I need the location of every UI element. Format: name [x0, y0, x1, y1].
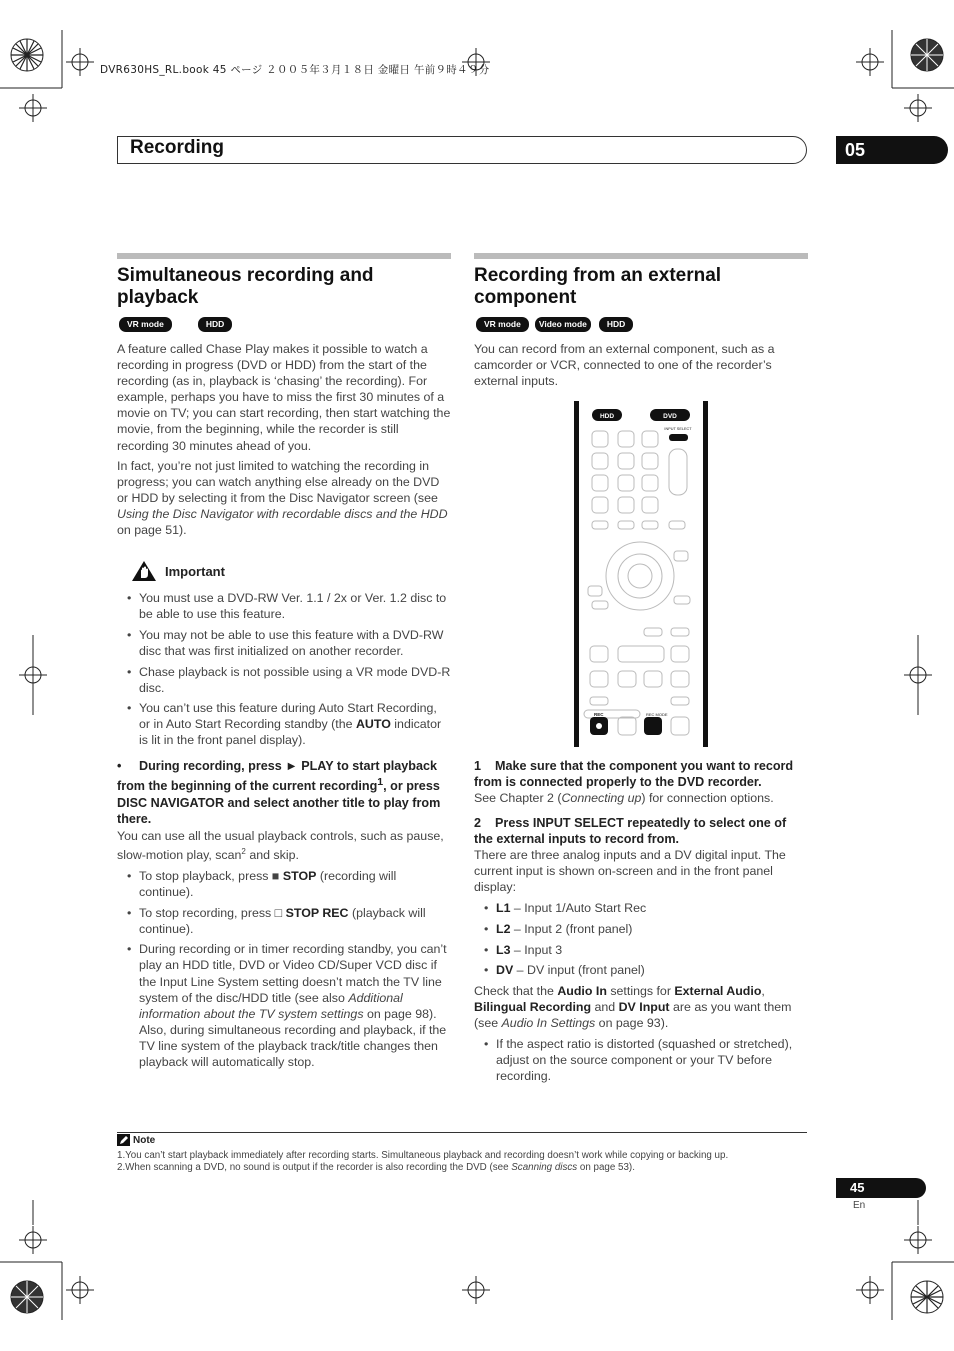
- note-rule: [117, 1132, 807, 1133]
- list-item: • L3 – Input 3: [474, 942, 808, 958]
- list-item: • If the aspect ratio is distorted (squashed or stretched), adjust on the source component or your TV before recording.: [474, 1036, 808, 1084]
- crosshair-icon: [904, 94, 932, 122]
- badge-vr-mode: VR mode: [476, 317, 529, 332]
- right-column: [474, 253, 808, 389]
- paragraph: You can record from an external component, such as a camcorder or VCR, connected to one of the recorder’s external inputs.: [474, 342, 775, 389]
- badge-video-mode: Video mode: [535, 317, 591, 332]
- paragraph: In fact, you’re not just limited to watching the recording in progress; you can watch anything else already on the DVD or HDD by selecting it from the Disc Navigator screen (see Using the Disc Navigator with recordable discs and the HDD on page 51).: [117, 458, 448, 538]
- section-rule: [474, 253, 808, 259]
- crosshair-icon: [19, 94, 47, 122]
- warning-icon: [131, 560, 157, 582]
- important-list: [117, 590, 451, 748]
- footnote-2: 2.When scanning a DVD, no sound is output if the recorder is also recording the DVD (see Scanning discs on page 53).: [117, 1162, 635, 1174]
- section-heading: Recording from an external component: [474, 265, 722, 308]
- section-rule: [117, 253, 451, 259]
- registration-wheel-icon: [11, 39, 43, 71]
- print-info: DVR630HS_RL.book 45 ページ ２００５年３月１８日 金曜日 午前９時４９分: [100, 64, 490, 76]
- chapter-number: 05: [836, 136, 948, 164]
- svg-text:REC MODE: REC MODE: [646, 712, 668, 717]
- paragraph: There are three analog inputs and a DV digital input. The current input is shown on-screen and in the front panel display:: [474, 848, 786, 895]
- list-item: • To stop playback, press ■ STOP (recording will continue).: [117, 868, 451, 900]
- instruction-step: 1 Make sure that the component you want to record from is connected properly to the DVD recorder.: [474, 759, 794, 789]
- badge-hdd: HDD: [599, 317, 633, 332]
- registration-wheel-icon: [911, 39, 943, 71]
- crosshair-icon: [856, 1276, 884, 1304]
- crosshair-icon: [66, 48, 94, 76]
- controls-list: [117, 868, 451, 1070]
- crosshair-icon: [856, 48, 884, 76]
- page-number: 45: [836, 1178, 926, 1198]
- list-item: • DV – DV input (front panel): [474, 962, 808, 978]
- language-code: En: [853, 1200, 866, 1211]
- left-column: [117, 253, 451, 1075]
- svg-text:HDD: HDD: [599, 413, 615, 420]
- list-item: • During recording or in timer recording standby, you can’t play an HDD title, DVD or Video CD/Super VCD disc if the Input Line System setting doesn’t match the TV line system of the disc/HDD title (see also Additional information about the TV system settings on page 98). Also, during simultaneous recording and playback, if the TV line system of the playback track/title changes then playback will automatically stop.: [117, 941, 451, 1070]
- inputs-list: [474, 900, 808, 978]
- important-heading: Important: [131, 560, 451, 582]
- list-item: • L2 – Input 2 (front panel): [474, 921, 808, 937]
- badge-vr-mode: VR mode: [119, 317, 172, 332]
- mode-badges: [119, 317, 451, 332]
- crosshair-icon: [19, 1226, 47, 1254]
- steps: [474, 758, 808, 1089]
- note-heading: Note: [117, 1134, 155, 1146]
- svg-text:INPUT SELECT: INPUT SELECT: [664, 427, 692, 431]
- tips-list: [474, 1036, 808, 1084]
- list-item: • You may not be able to use this feature with a DVD-RW disc that was first initialized on another recorder.: [117, 627, 451, 659]
- svg-text:DVD: DVD: [663, 413, 677, 420]
- footnotes: [117, 1150, 817, 1174]
- paragraph: Check that the Audio In settings for External Audio, Bilingual Recording and DV Input are as you want them (see Audio In Settings on page 93).: [474, 983, 792, 1030]
- instruction-step: • During recording, press ► PLAY to start playback from the beginning of the current recording$^1$, or press DISC NAVIGATOR and select another title to play from there.: [117, 759, 441, 826]
- list-item: • L1 – Input 1/Auto Start Rec: [474, 900, 808, 916]
- crosshair-icon: [66, 1276, 94, 1304]
- paragraph: You can use all the usual playback controls, such as pause, slow-motion play, scan$^2$ and skip.: [117, 828, 444, 862]
- registration-wheel-icon: [911, 1281, 943, 1313]
- paragraph: A feature called Chase Play makes it possible to watch a recording in progress (DVD or HDD) from the start of the recording (as in, playback is ‘chasing’ the recording). For example, perhaps you have to miss the first 30 minutes of a movie on TV; you can start recording, then start watching the movie, from the beginning, while the recorder is still recording 30 minutes ahead of you.: [117, 342, 451, 453]
- list-item: • Chase playback is not possible using a VR mode DVD-R disc.: [117, 664, 451, 696]
- pencil-note-icon: [117, 1134, 130, 1146]
- instruction-step: 2 Press INPUT SELECT repeatedly to select one of the external inputs to record from.: [474, 816, 787, 847]
- paragraph: See Chapter 2 (Connecting up) for connection options.: [474, 791, 774, 805]
- list-item: • You can’t use this feature during Auto Start Recording, or in Auto Start Recording standby (the AUTO indicator is lit in the front panel display).: [117, 700, 451, 748]
- registration-wheel-icon: [11, 1281, 43, 1313]
- crosshair-icon: [462, 1276, 490, 1304]
- svg-text:REC: REC: [594, 712, 604, 717]
- list-item: • You must use a DVD-RW Ver. 1.1 / 2x or Ver. 1.2 disc to be able to use this feature.: [117, 590, 451, 622]
- crosshair-icon: [904, 1226, 932, 1254]
- section-heading: Simultaneous recording and playback: [117, 265, 374, 308]
- remote-control-illustration: [574, 401, 708, 747]
- badge-hdd: HDD: [198, 317, 232, 332]
- page-title: Recording: [130, 137, 224, 158]
- footnote-1: 1.You can’t start playback immediately after recording starts. Simultaneous playback and recording doesn’t work while copying or backing up.: [117, 1150, 729, 1161]
- mode-badges: [476, 317, 808, 332]
- list-item: • To stop recording, press □ STOP REC (playback will continue).: [117, 905, 451, 937]
